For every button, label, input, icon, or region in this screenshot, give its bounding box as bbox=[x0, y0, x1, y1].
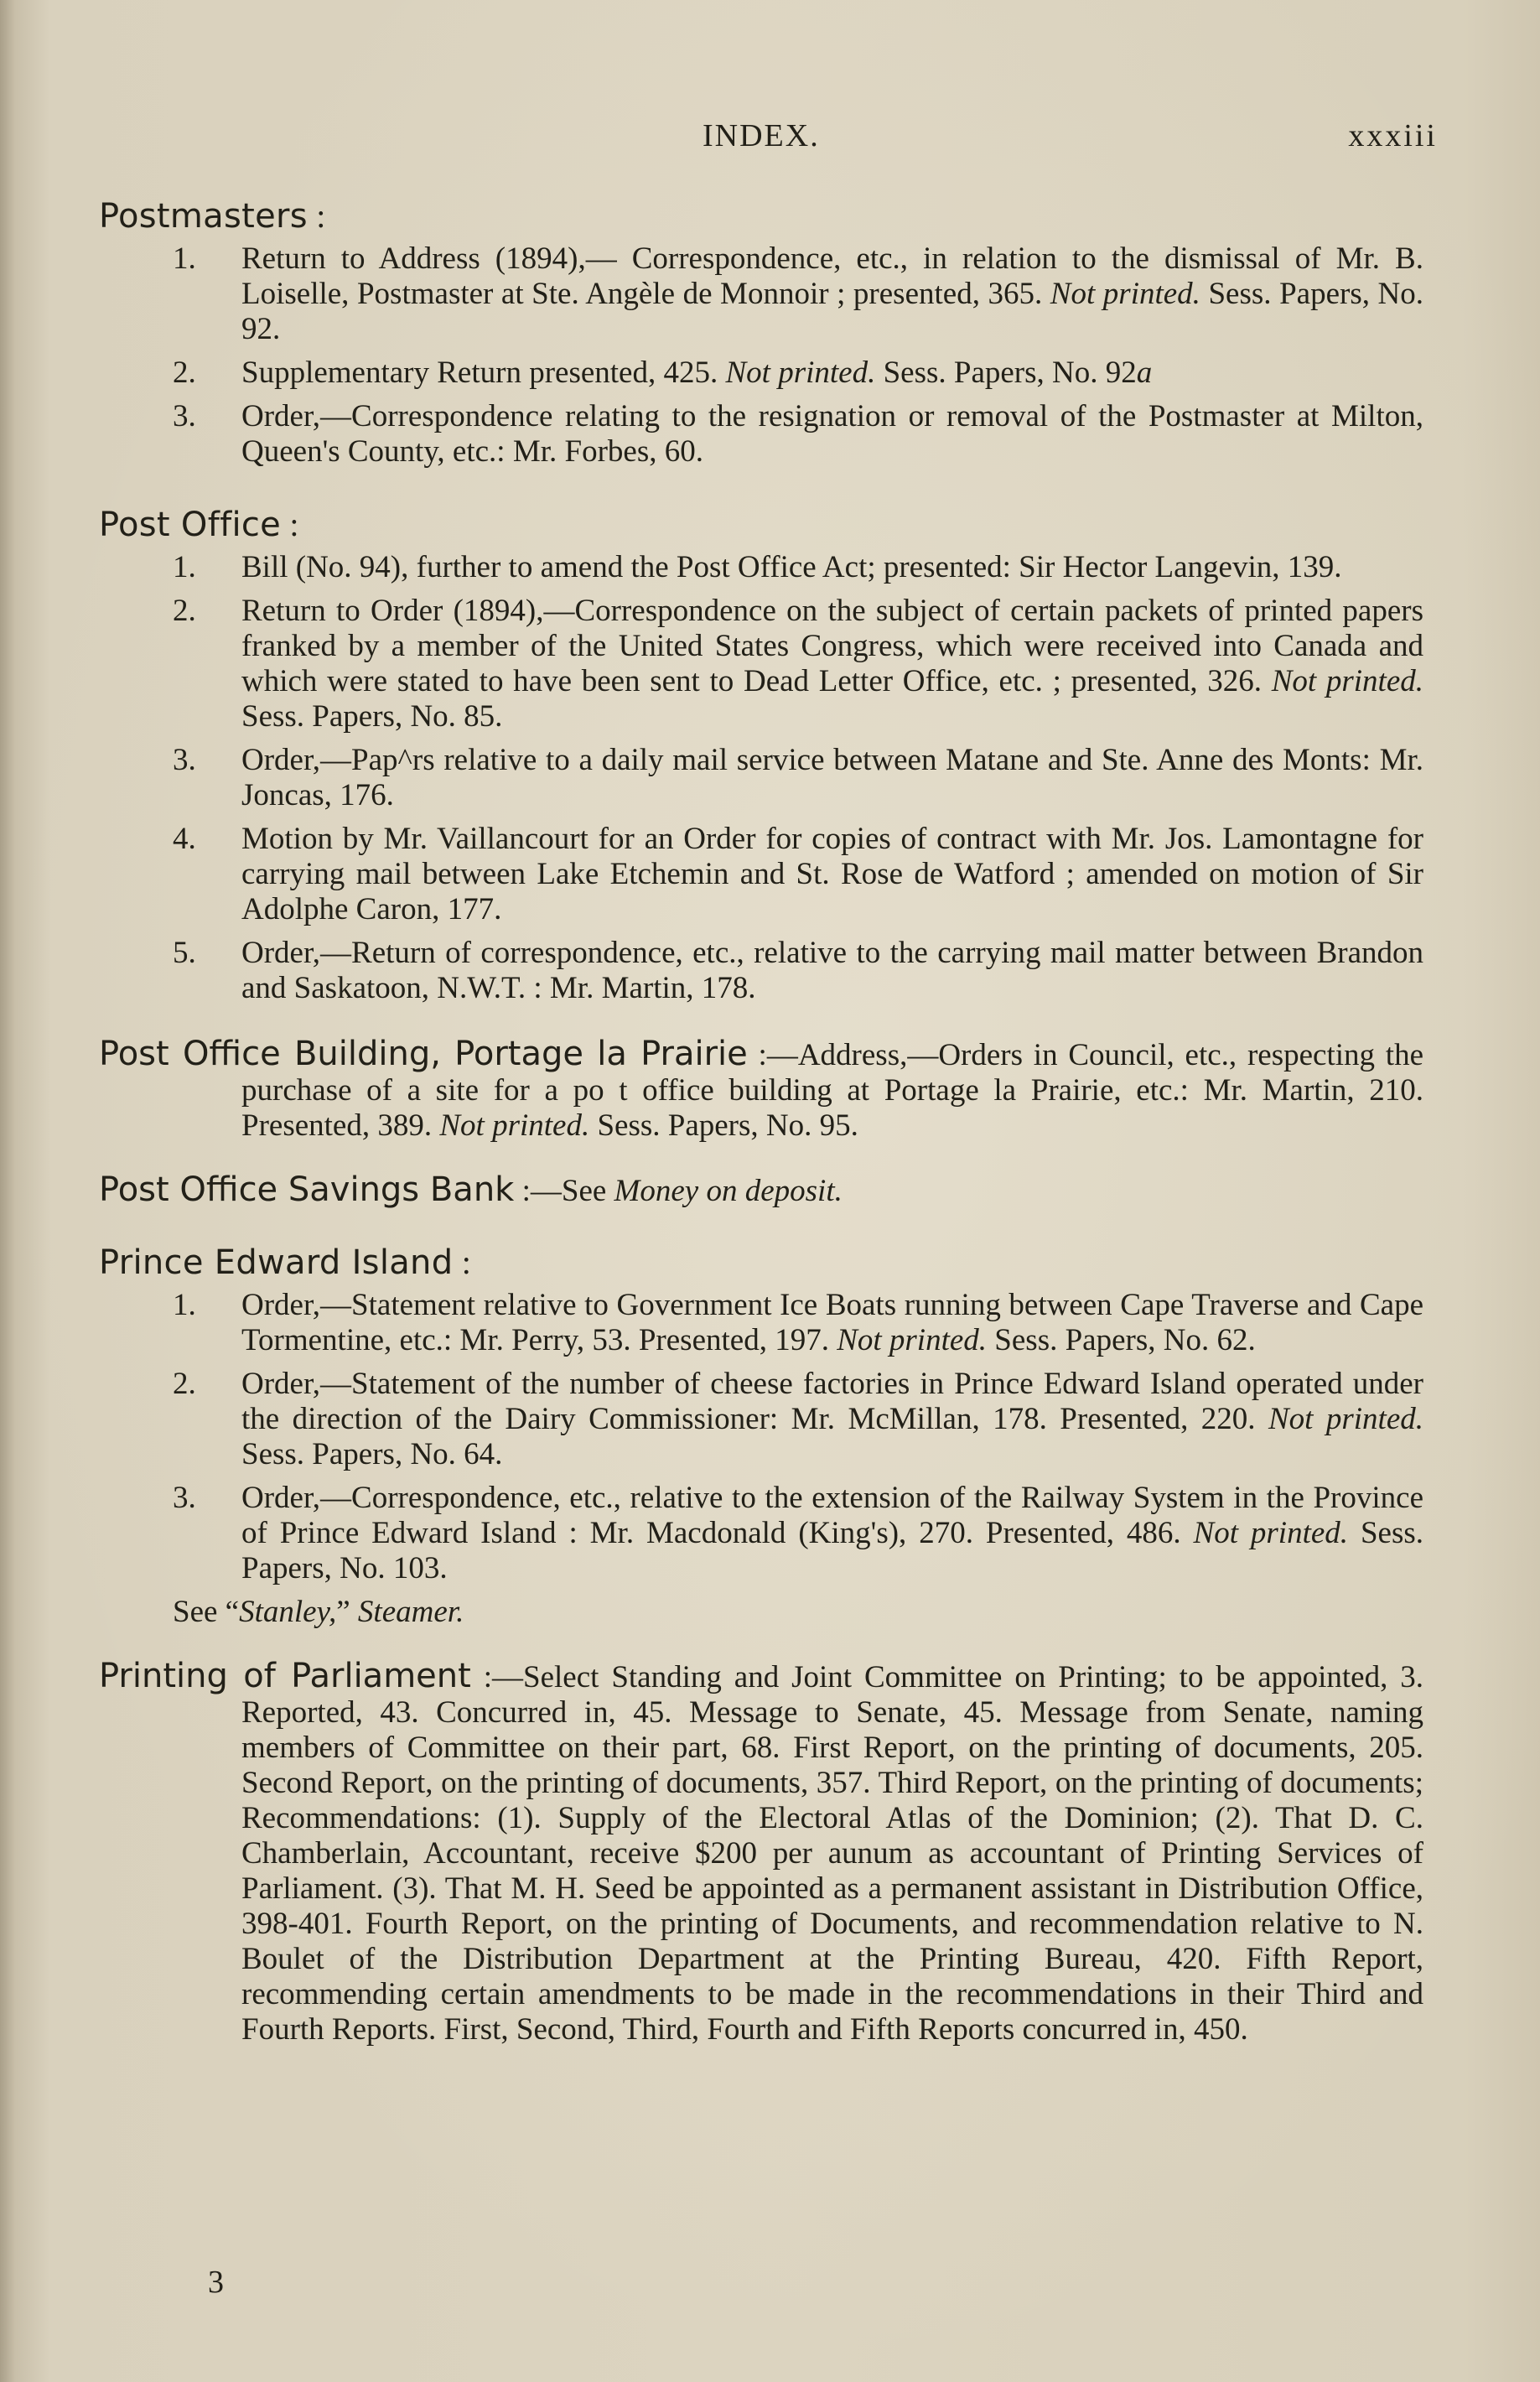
section-prince-edward-island: Prince Edward Island : 1. Order,—Statement relative to Government Ice Boats running between Cape Traverse and Cape Tormentine, etc.: Mr. Perry, 53. Presented, 197. Not printed. Sess. Papers, No. 62. 2. Order,—Statement of the number of cheese factories in Prince Edward Island operated under the direction of the Dairy Commissioner: Mr. McMillan, 178. Presented, 220. Not printed. Sess. Papers, No. 64. 3. Order,—Correspondence, etc., relative to the extension of the Railway System in the Province of Prince Edward Island : Mr. Macdonald (King's), 270. Presented, 486. Not printed. Sess. Papers, No. 103. See “Stanley,” Steamer. bbox=[99, 1243, 1423, 1629]
header-title: INDEX. bbox=[703, 118, 820, 153]
list-item: 2. Return to Order (1894),—Correspondence on the subject of certain packets of printed papers franked by a member of the United States Congress, which were received into Canada and which were stated to have been sent to Dead Letter Office, etc. ; presented, 326. Not printed. Sess. Papers, No. 85. bbox=[173, 594, 1423, 734]
index-content bbox=[99, 191, 1423, 2047]
section-heading: Prince Edward Island bbox=[99, 1243, 454, 1282]
section-heading: Post Office Savings Bank bbox=[99, 1170, 515, 1209]
list-item: 5. Order,—Return of correspondence, etc., relative to the carrying mail matter between Brandon and Saskatoon, N.W.T. : Mr. Martin, 178. bbox=[173, 936, 1423, 1005]
section-post-office-building: Post Office Building, Portage la Prairie :—Address,—Orders in Council, etc., respecting the purchase of a site for a po t office building at Portage la Prairie, etc.: Mr. Martin, 210. Presented, 389. Not printed. Sess. Papers, No. 95. bbox=[99, 1035, 1424, 1143]
list-item: 1. Return to Address (1894),— Correspondence, etc., in relation to the dismissal of Mr. B. Loiselle, Postmaster at Ste. Angèle de Monnoir ; presented, 365. Not printed. Sess. Papers, No. 92. bbox=[173, 241, 1423, 346]
section-heading: Postmasters bbox=[99, 197, 308, 236]
section-printing-of-parliament: Printing of Parliament :—Select Standing and Joint Committee on Printing; to be appointed, 3. Reported, 43. Concurred in, 45. Message to Senate, 45. Message from Senate, naming members of Committee on their part, 68. First Report, on the printing of documents, 205. Second Report, on the printing of documents, 357. Third Report, on the printing of documents; Recommendations: (1). Supply of the Electoral Atlas of the Dominion; (2). That D. C. Chamberlain, Accountant, receive $200 per aunum as accountant of Printing Services of Parliament. (3). That M. H. Seed be appointed as a permanent assistant in Distribution Office, 398-401. Fourth Report, on the printing of Documents, and recommendation relative to N. Boulet of the Distribution Department at the Printing Bureau, 420. Fifth Report, recommending certain amendments to be made in the recommendations in their Third and Fourth Reports. First, Second, Third, Fourth and Fifth Reports concurred in, 450. bbox=[99, 1657, 1424, 2047]
section-postmasters: Postmasters : 1. Return to Address (1894),— Correspondence, etc., in relation to the dismissal of Mr. B. Loiselle, Postmaster at Ste. Angèle de Monnoir ; presented, 365. Not printed. Sess. Papers, No. 92. 2. Supplementary Return presented, 425. Not printed. Sess. Papers, No. 92a 3. Order,—Correspondence relating to the resignation or removal of the Postmaster at Milton, Queen's County, etc.: Mr. Forbes, 60. bbox=[99, 197, 1423, 469]
list-item: 1. Bill (No. 94), further to amend the Post Office Act; presented: Sir Hector Langevin, 139. bbox=[173, 550, 1342, 584]
list-item: 3. Order,—Correspondence relating to the resignation or removal of the Postmaster at Milton, Queen's County, etc.: Mr. Forbes, 60. bbox=[173, 399, 1423, 469]
section-heading: Post Office bbox=[99, 506, 282, 544]
signature-mark: 3 bbox=[208, 2265, 224, 2300]
list-item: 2. Supplementary Return presented, 425. Not printed. Sess. Papers, No. 92a bbox=[173, 355, 1153, 390]
list-item: 2. Order,—Statement of the number of cheese factories in Prince Edward Island operated under the direction of the Dairy Commissioner: Mr. McMillan, 178. Presented, 220. Not printed. Sess. Papers, No. 64. bbox=[173, 1367, 1423, 1471]
list-item: 1. Order,—Statement relative to Government Ice Boats running between Cape Traverse and Cape Tormentine, etc.: Mr. Perry, 53. Presented, 197. Not printed. Sess. Papers, No. 62. bbox=[173, 1288, 1423, 1357]
section-post-office: Post Office : 1. Bill (No. 94), further to amend the Post Office Act; presented: Sir Hector Langevin, 139. 2. Return to Order (1894),—Correspondence on the subject of certain packets of printed papers franked by a member of the United States Congress, which were received into Canada and which were stated to have been sent to Dead Letter Office, etc. ; presented, 326. Not printed. Sess. Papers, No. 85. 3. Order,—Pap^rs relative to a daily mail service between Matane and Ste. Anne des Monts: Mr. Joncas, 176. 4. Motion by Mr. Vaillancourt for an Order for copies of contract with Mr. Jos. Lamontagne for carrying mail between Lake Etchemin and St. Rose de Watford ; amended on motion of Sir Adolphe Caron, 177. 5. Order,—Return of correspondence, etc., relative to the carrying mail matter between Brandon and Saskatoon, N.W.T. : Mr. Martin, 178. bbox=[99, 506, 1423, 1005]
section-savings-bank: Post Office Savings Bank :—See Money on deposit. bbox=[99, 1170, 843, 1209]
list-item: 3. Order,—Correspondence, etc., relative to the extension of the Railway System in the Province of Prince Edward Island : Mr. Macdonald (King's), 270. Presented, 486. Not printed. Sess. Papers, No. 103. bbox=[173, 1481, 1423, 1585]
see-also: See “Stanley,” Steamer. bbox=[173, 1595, 464, 1629]
section-heading: Printing of Parliament bbox=[99, 1657, 471, 1695]
header-page-number: xxxiii bbox=[1348, 118, 1438, 153]
section-heading: Post Office Building, Portage la Prairie bbox=[99, 1035, 748, 1073]
running-header bbox=[0, 117, 1540, 168]
list-item: 4. Motion by Mr. Vaillancourt for an Order for copies of contract with Mr. Jos. Lamontagne for carrying mail between Lake Etchemin and St. Rose de Watford ; amended on motion of Sir Adolphe Caron, 177. bbox=[173, 822, 1423, 926]
list-item: 3. Order,—Pap^rs relative to a daily mail service between Matane and Ste. Anne des Monts: Mr. Joncas, 176. bbox=[173, 743, 1423, 812]
